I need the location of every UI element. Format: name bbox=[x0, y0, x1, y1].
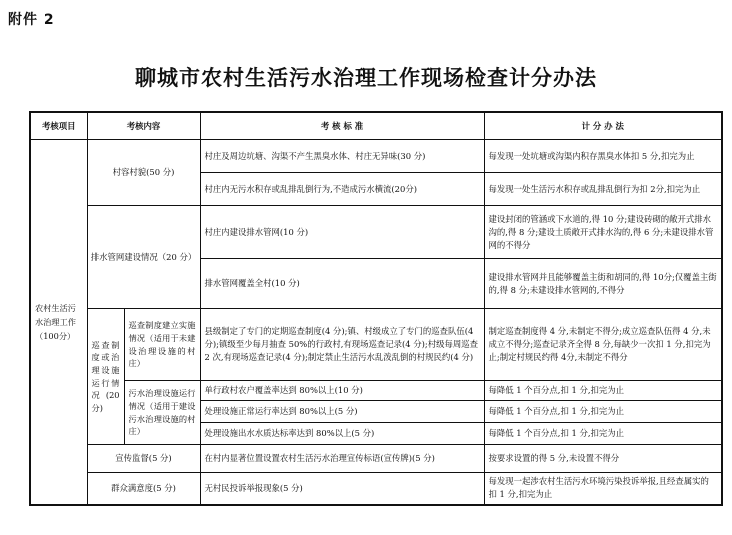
scoring-cell: 每发现一起涉农村生活污水环境污染投诉举报,且经查属实的扣 1 分,扣完为止 bbox=[484, 473, 722, 505]
scoring-cell: 按要求设置的得 5 分,未设置不得分 bbox=[484, 445, 722, 473]
table-row bbox=[30, 381, 722, 401]
scoring-table bbox=[29, 111, 723, 506]
standard-cell: 无村民投诉举报现象(5 分) bbox=[200, 473, 484, 505]
table-header-row bbox=[30, 112, 722, 140]
subcategory-facility-operation: 污水治理设施运行情况（适用于建设污水治理设施的村庄） bbox=[124, 381, 200, 445]
scoring-cell: 建设排水管网并且能够覆盖主街和胡同的,得 10分;仅覆盖主街的,得 8 分;未建设排水管网的,不得分 bbox=[484, 259, 722, 309]
standard-cell: 单行政村农户覆盖率达到 80%以上(10 分) bbox=[200, 381, 484, 401]
subcategory-inspection-system: 巡查制度建立实施情况（适用于未建设治理设施的村庄） bbox=[124, 309, 200, 381]
category-satisfaction: 群众满意度(5 分) bbox=[87, 473, 200, 505]
scoring-cell: 每降低 1 个百分点,扣 1 分,扣完为止 bbox=[484, 381, 722, 401]
category-publicity: 宣传监督(5 分) bbox=[87, 445, 200, 473]
standard-cell: 村庄内无污水积存或乱排乱倒行为,不造成污水横流(20分) bbox=[200, 173, 484, 206]
scoring-cell: 每降低 1 个百分点,扣 1 分,扣完为止 bbox=[484, 401, 722, 423]
standard-cell: 处理设施正常运行率达到 80%以上(5 分) bbox=[200, 401, 484, 423]
header-dimension: 考核项目 bbox=[30, 112, 87, 140]
standard-cell: 村庄内建设排水管网(10 分) bbox=[200, 206, 484, 259]
table-row bbox=[30, 309, 722, 381]
standard-cell: 排水管网覆盖全村(10 分) bbox=[200, 259, 484, 309]
scoring-cell: 每降低 1 个百分点,扣 1 分,扣完为止 bbox=[484, 423, 722, 445]
attachment-label: 附件 2 bbox=[8, 12, 55, 28]
table-row bbox=[30, 206, 722, 259]
dimension-cell: 农村生活污水治理工作（100分） bbox=[30, 140, 87, 505]
table-row bbox=[30, 473, 722, 505]
header-standard: 考 核 标 准 bbox=[200, 112, 484, 140]
header-content: 考核内容 bbox=[87, 112, 200, 140]
category-inspection: 巡查制度或治理设施运行情况(20 分) bbox=[87, 309, 124, 445]
scoring-cell: 每发现一处生活污水积存或乱排乱倒行为扣 2分,扣完为止 bbox=[484, 173, 722, 206]
table-row bbox=[30, 445, 722, 473]
header-scoring: 计 分 办 法 bbox=[484, 112, 722, 140]
standard-cell: 在村内显著位置设置农村生活污水治理宣传标语(宣传牌)(5 分) bbox=[200, 445, 484, 473]
scoring-cell: 建设封闭的管涵或下水道的,得 10 分;建设砖砌的敞开式排水沟的,得 8 分;建设土质敞开式排水沟的,得 6 分;未建设排水管网的不得分 bbox=[484, 206, 722, 259]
page-title: 聊城市农村生活污水治理工作现场检查计分办法 bbox=[135, 66, 597, 90]
table-row bbox=[30, 140, 722, 173]
standard-cell: 村庄及周边坑塘、沟渠不产生黑臭水体、村庄无异味(30 分) bbox=[200, 140, 484, 173]
scoring-cell: 制定巡查制度得 4 分,未制定不得分;成立巡查队伍得 4 分,未成立不得分;巡查记录齐全得 8 分,每缺少一次扣 1 分,扣完为止;制定村规民约得 4分,未制定不得分 bbox=[484, 309, 722, 381]
standard-cell: 县级制定了专门的定期巡查制度(4 分);镇、村级成立了专门的巡查队伍(4 分);镇级至少每月抽查 50%的行政村,有现场巡查记录(4 分);村级每周巡查 2 次,有现场巡查记录(4 分);制定禁止生活污水乱泼乱倒的村规民约(4 分) bbox=[200, 309, 484, 381]
category-village-appearance: 村容村貌(50 分) bbox=[87, 140, 200, 206]
category-drainage: 排水管网建设情况（20 分） bbox=[87, 206, 200, 309]
standard-cell: 处理设施出水水质达标率达到 80%以上(5 分) bbox=[200, 423, 484, 445]
scoring-cell: 每发现一处坑塘或沟渠内积存黑臭水体扣 5 分,扣完为止 bbox=[484, 140, 722, 173]
